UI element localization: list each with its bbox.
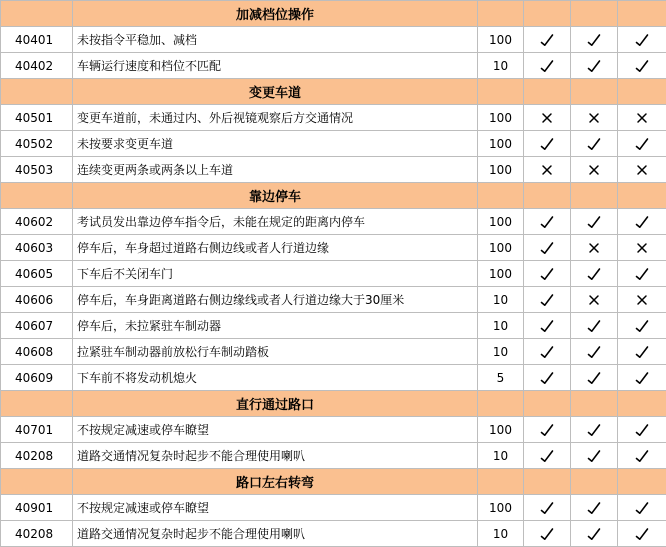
applicability-cell[interactable] [524,27,571,53]
section-blank-cell[interactable] [571,1,618,27]
check-icon [635,267,649,281]
deduction-score-cell[interactable]: 10 [478,521,524,547]
table-row [1,105,666,131]
applicability-cell[interactable] [618,131,666,157]
cross-icon [635,241,649,255]
table-row [1,235,666,261]
item-code-cell[interactable]: 40401 [1,27,73,53]
item-code-cell[interactable]: 40208 [1,521,73,547]
item-code-cell[interactable]: 40606 [1,287,73,313]
item-description-cell[interactable]: 不按规定减速或停车瞭望 [73,417,478,443]
applicability-cell[interactable] [618,521,666,547]
section-blank-cell[interactable] [478,469,524,495]
check-icon [540,59,554,73]
applicability-cell[interactable] [524,339,571,365]
section-title-cell[interactable]: 直行通过路口 [73,391,478,417]
item-description-cell[interactable]: 车辆运行速度和档位不匹配 [73,53,478,79]
check-icon [635,319,649,333]
check-icon [587,449,601,463]
deduction-score-cell[interactable]: 100 [478,235,524,261]
deduction-score-cell[interactable]: 5 [478,365,524,391]
section-blank-cell[interactable] [618,469,666,495]
check-icon [635,215,649,229]
check-icon [540,215,554,229]
section-blank-cell[interactable] [524,79,571,105]
item-description-cell[interactable]: 变更车道前，未通过内、外后视镜观察后方交通情况 [73,105,478,131]
deduction-score-cell[interactable]: 100 [478,27,524,53]
applicability-cell[interactable] [618,209,666,235]
item-description-cell[interactable]: 未按要求变更车道 [73,131,478,157]
item-code-cell[interactable]: 40208 [1,443,73,469]
item-description-cell[interactable]: 未按指令平稳加、减档 [73,27,478,53]
table-row [1,209,666,235]
item-description-cell[interactable]: 连续变更两条或两条以上车道 [73,157,478,183]
item-description-cell[interactable]: 下车前不将发动机熄火 [73,365,478,391]
applicability-cell[interactable] [618,235,666,261]
applicability-cell[interactable] [571,339,618,365]
section-header-row [1,1,666,27]
section-header-row [1,79,666,105]
applicability-cell[interactable] [618,443,666,469]
applicability-cell[interactable] [571,53,618,79]
section-blank-cell[interactable] [478,1,524,27]
check-icon [587,33,601,47]
item-description-cell[interactable]: 道路交通情况复杂时起步不能合理使用喇叭 [73,521,478,547]
applicability-cell[interactable] [524,131,571,157]
cross-icon [587,111,601,125]
table-row [1,443,666,469]
section-blank-cell[interactable] [478,391,524,417]
item-description-cell[interactable]: 不按规定减速或停车瞭望 [73,495,478,521]
check-icon [587,423,601,437]
check-icon [635,59,649,73]
deduction-score-cell[interactable]: 10 [478,287,524,313]
applicability-cell[interactable] [524,157,571,183]
item-code-cell[interactable]: 40605 [1,261,73,287]
section-blank-cell[interactable] [571,183,618,209]
section-blank-cell[interactable] [618,1,666,27]
item-code-cell[interactable]: 40609 [1,365,73,391]
section-blank-cell[interactable] [1,183,73,209]
check-icon [635,449,649,463]
deduction-score-cell[interactable]: 100 [478,261,524,287]
check-icon [540,137,554,151]
applicability-cell[interactable] [571,27,618,53]
section-header-row [1,391,666,417]
item-code-cell[interactable]: 40502 [1,131,73,157]
deduction-score-cell[interactable]: 100 [478,417,524,443]
applicability-cell[interactable] [618,105,666,131]
check-icon [540,33,554,47]
cross-icon [635,111,649,125]
check-icon [587,215,601,229]
applicability-cell[interactable] [571,521,618,547]
check-icon [540,527,554,541]
check-icon [540,423,554,437]
applicability-cell[interactable] [524,365,571,391]
applicability-cell[interactable] [571,261,618,287]
applicability-cell[interactable] [571,105,618,131]
item-code-cell[interactable]: 40602 [1,209,73,235]
cross-icon [540,111,554,125]
table-row [1,287,666,313]
check-icon [635,371,649,385]
item-code-cell[interactable]: 40603 [1,235,73,261]
section-blank-cell[interactable] [1,391,73,417]
cross-icon [587,241,601,255]
applicability-cell[interactable] [618,261,666,287]
deduction-score-cell[interactable]: 10 [478,443,524,469]
applicability-cell[interactable] [618,417,666,443]
section-title-cell[interactable]: 变更车道 [73,79,478,105]
section-blank-cell[interactable] [618,79,666,105]
applicability-cell[interactable] [524,417,571,443]
applicability-cell[interactable] [524,313,571,339]
item-description-cell[interactable]: 拉紧驻车制动器前放松行车制动踏板 [73,339,478,365]
check-icon [587,59,601,73]
cross-icon [587,163,601,177]
section-blank-cell[interactable] [571,79,618,105]
check-icon [635,33,649,47]
item-description-cell[interactable]: 考试员发出靠边停车指令后，未能在规定的距离内停车 [73,209,478,235]
check-icon [540,293,554,307]
item-code-cell[interactable]: 40701 [1,417,73,443]
check-icon [587,319,601,333]
applicability-cell[interactable] [524,235,571,261]
section-header-row [1,469,666,495]
section-blank-cell[interactable] [478,183,524,209]
check-icon [540,449,554,463]
deduction-score-cell[interactable]: 10 [478,313,524,339]
applicability-cell[interactable] [618,157,666,183]
section-title-cell[interactable]: 加减档位操作 [73,1,478,27]
applicability-cell[interactable] [524,443,571,469]
table-row [1,365,666,391]
applicability-cell[interactable] [571,443,618,469]
table-row [1,157,666,183]
deduction-score-cell[interactable]: 100 [478,209,524,235]
item-description-cell[interactable]: 停车后，未拉紧驻车制动器 [73,313,478,339]
applicability-cell[interactable] [618,339,666,365]
applicability-cell[interactable] [524,209,571,235]
applicability-cell[interactable] [618,365,666,391]
applicability-cell[interactable] [571,131,618,157]
check-icon [540,319,554,333]
applicability-cell[interactable] [571,417,618,443]
check-icon [587,345,601,359]
deduction-score-cell[interactable]: 10 [478,339,524,365]
item-description-cell[interactable]: 道路交通情况复杂时起步不能合理使用喇叭 [73,443,478,469]
item-code-cell[interactable]: 40503 [1,157,73,183]
check-icon [635,423,649,437]
applicability-cell[interactable] [571,157,618,183]
section-blank-cell[interactable] [524,1,571,27]
applicability-cell[interactable] [571,235,618,261]
item-code-cell[interactable]: 40607 [1,313,73,339]
applicability-cell[interactable] [524,287,571,313]
item-description-cell[interactable]: 停车后，车身距离道路右侧边缘线或者人行道边缘大于30厘米 [73,287,478,313]
item-code-cell[interactable]: 40608 [1,339,73,365]
cross-icon [540,163,554,177]
applicability-cell[interactable] [571,313,618,339]
applicability-cell[interactable] [524,53,571,79]
applicability-cell[interactable] [618,27,666,53]
item-description-cell[interactable]: 下车后不关闭车门 [73,261,478,287]
section-blank-cell[interactable] [571,469,618,495]
table-row [1,417,666,443]
check-icon [635,501,649,515]
applicability-cell[interactable] [571,209,618,235]
table-row [1,495,666,521]
applicability-cell[interactable] [571,287,618,313]
applicability-cell[interactable] [618,53,666,79]
section-blank-cell[interactable] [524,183,571,209]
item-code-cell[interactable]: 40901 [1,495,73,521]
deduction-score-cell[interactable]: 100 [478,157,524,183]
applicability-cell[interactable] [524,261,571,287]
section-blank-cell[interactable] [1,79,73,105]
check-icon [540,501,554,515]
check-icon [587,501,601,515]
table-row [1,521,666,547]
deduction-score-cell[interactable]: 10 [478,53,524,79]
check-icon [587,527,601,541]
section-blank-cell[interactable] [1,469,73,495]
check-icon [540,345,554,359]
section-title-cell[interactable]: 路口左右转弯 [73,469,478,495]
table-row [1,261,666,287]
check-icon [587,371,601,385]
item-description-cell[interactable]: 停车后，车身超过道路右侧边线或者人行道边缘 [73,235,478,261]
deduction-score-cell[interactable]: 100 [478,495,524,521]
applicability-cell[interactable] [524,521,571,547]
table-row [1,131,666,157]
section-blank-cell[interactable] [524,391,571,417]
table-body [1,1,666,547]
check-icon [635,527,649,541]
check-icon [587,137,601,151]
section-title-cell[interactable]: 靠边停车 [73,183,478,209]
deduction-score-cell[interactable]: 100 [478,105,524,131]
table-row [1,53,666,79]
item-code-cell[interactable]: 40501 [1,105,73,131]
item-code-cell[interactable]: 40402 [1,53,73,79]
applicability-cell[interactable] [618,313,666,339]
check-icon [540,371,554,385]
check-icon [635,345,649,359]
section-blank-cell[interactable] [1,1,73,27]
table-row [1,313,666,339]
check-icon [587,267,601,281]
applicability-cell[interactable] [618,495,666,521]
section-blank-cell[interactable] [618,183,666,209]
check-icon [540,267,554,281]
cross-icon [587,293,601,307]
table-row [1,339,666,365]
deduction-score-cell[interactable]: 100 [478,131,524,157]
applicability-cell[interactable] [618,287,666,313]
applicability-cell[interactable] [571,365,618,391]
section-header-row [1,183,666,209]
applicability-cell[interactable] [571,495,618,521]
table-row [1,27,666,53]
section-blank-cell[interactable] [618,391,666,417]
applicability-cell[interactable] [524,495,571,521]
cross-icon [635,293,649,307]
section-blank-cell[interactable] [524,469,571,495]
check-icon [635,137,649,151]
section-blank-cell[interactable] [478,79,524,105]
check-icon [540,241,554,255]
section-blank-cell[interactable] [571,391,618,417]
applicability-cell[interactable] [524,105,571,131]
cross-icon [635,163,649,177]
